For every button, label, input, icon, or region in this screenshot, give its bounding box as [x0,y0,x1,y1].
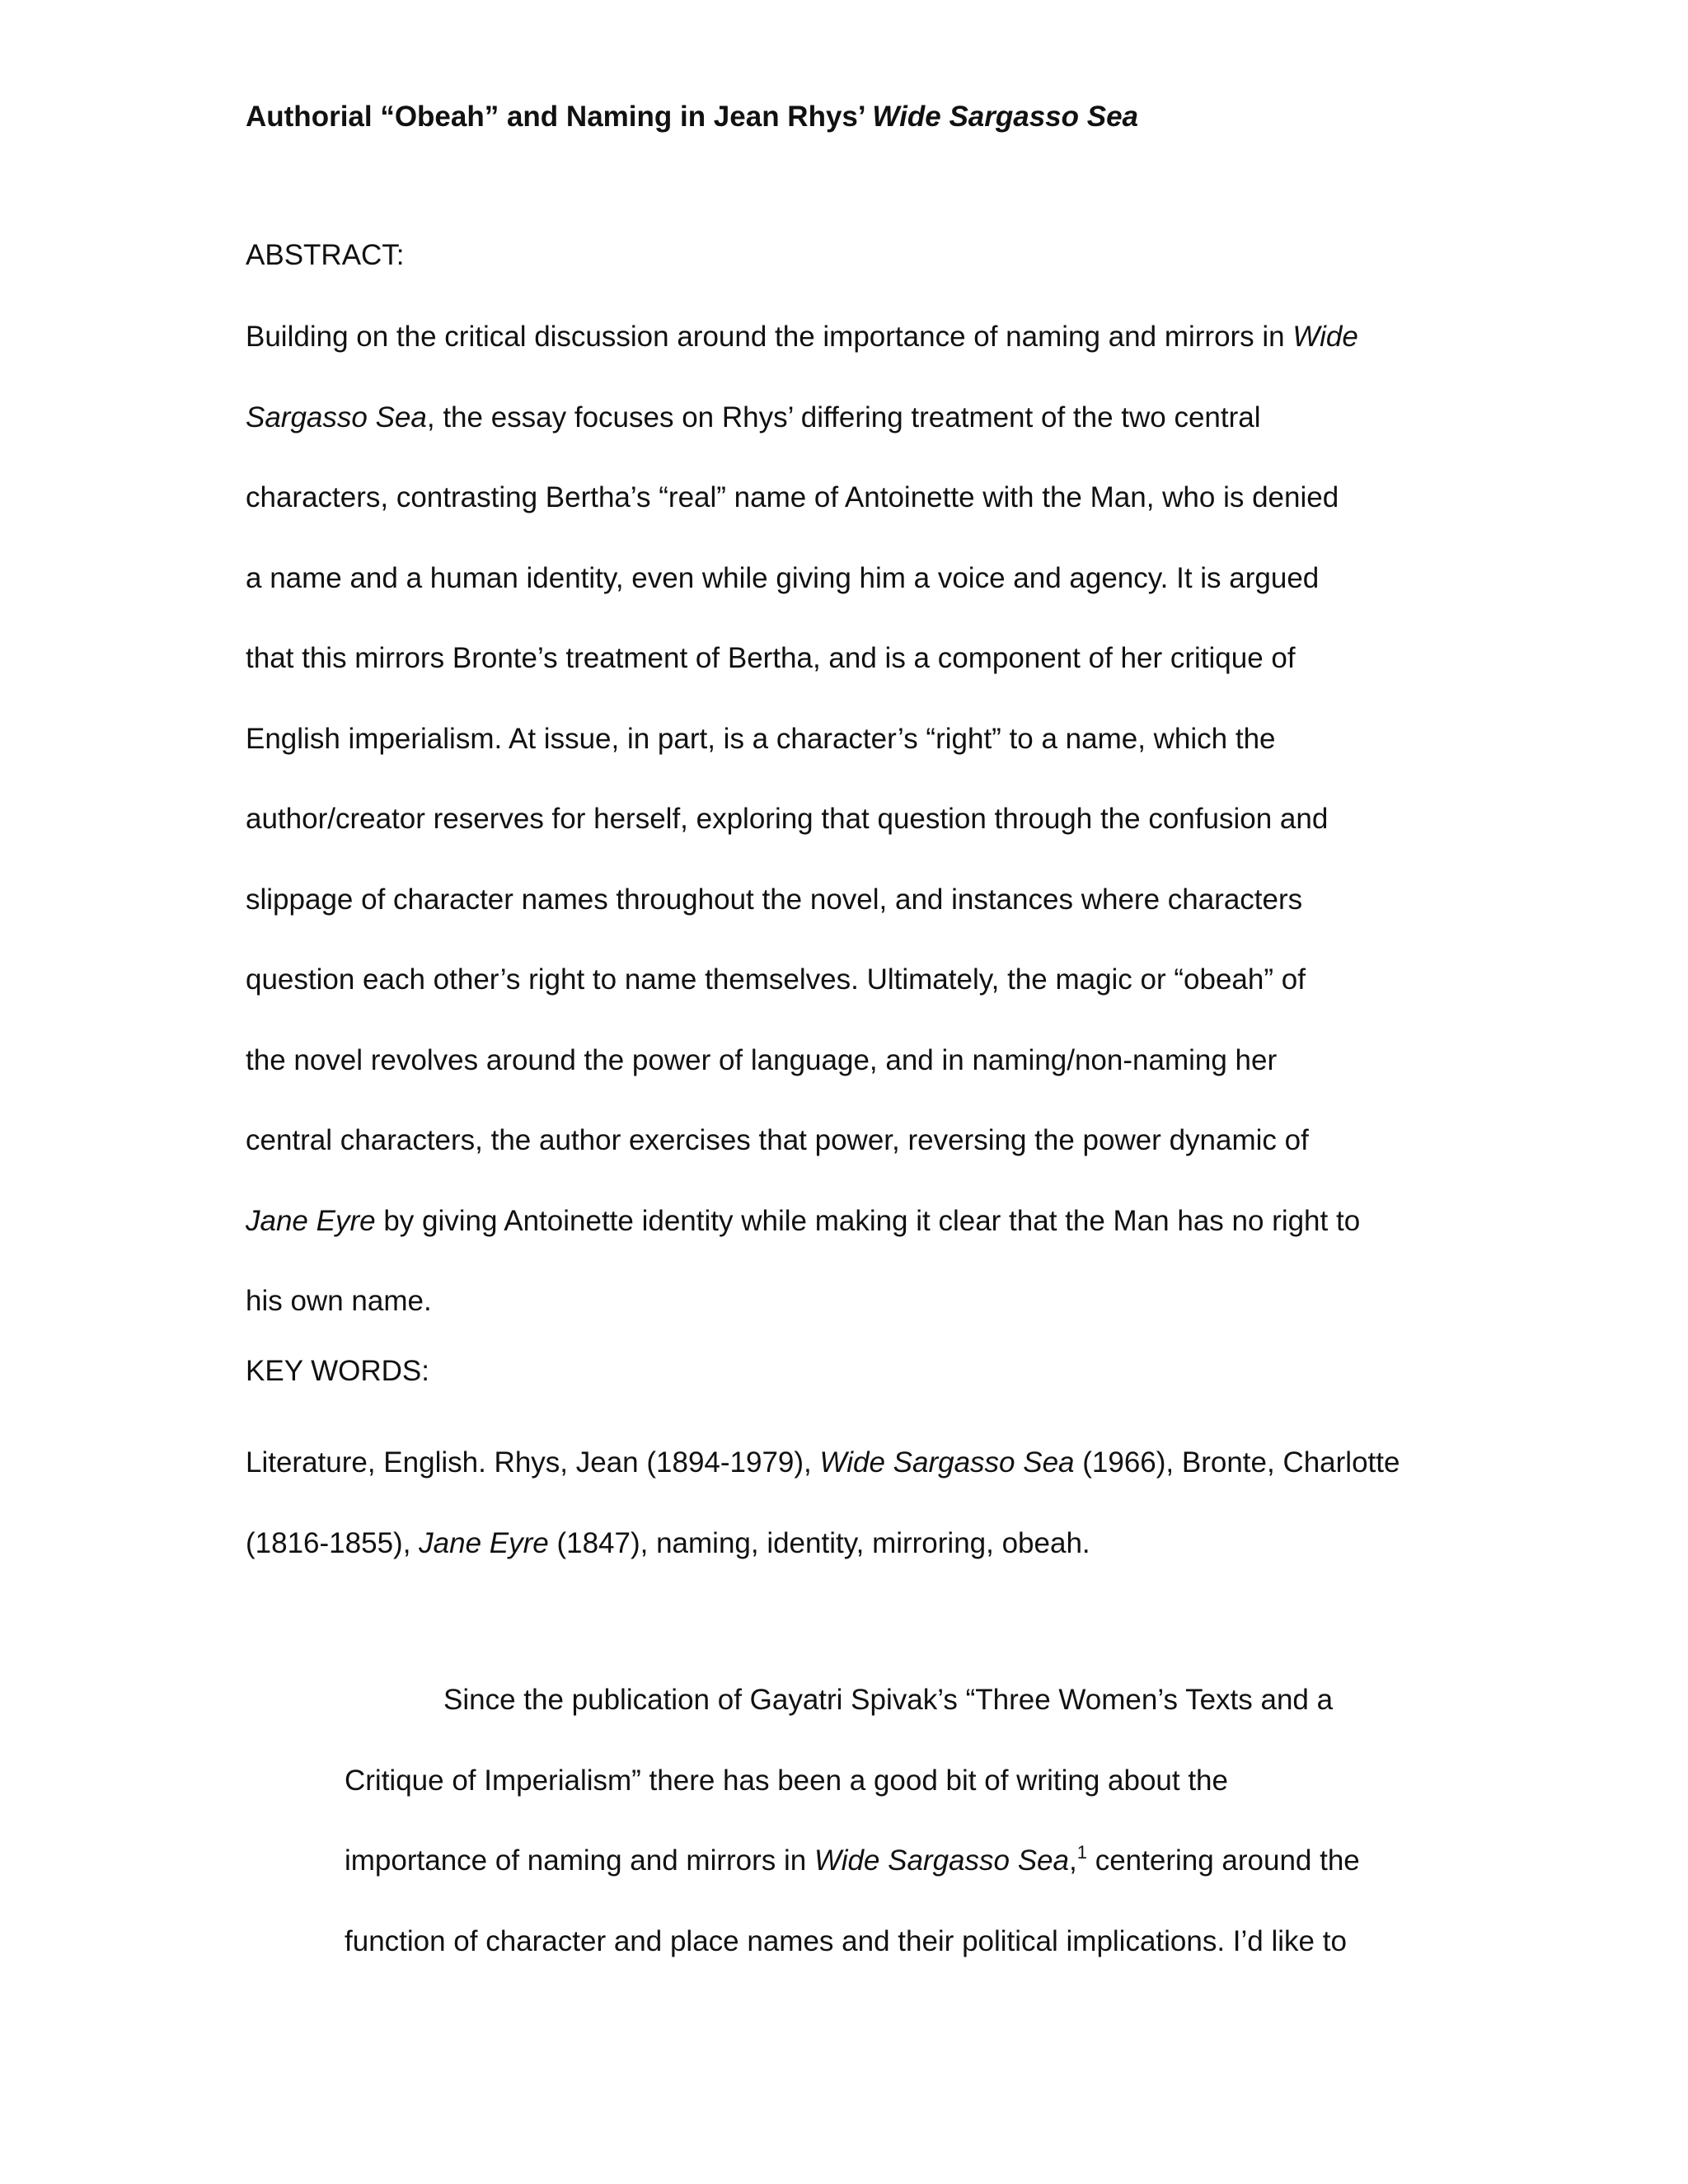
text-run: English imperialism. At issue, in part, is a character’s “right” to a name, which the [246,722,1276,755]
text-run: Since the publication of Gayatri Spivak’s “Three Women’s Texts and a [443,1684,1334,1716]
text-run: (1966), Bronte, Charlotte [1074,1446,1400,1479]
italic-title-run: Jane Eyre [419,1526,549,1559]
text-run: author/creator reserves for herself, exploring that question through the confusion and [246,803,1329,835]
abstract-body [246,297,1441,1342]
text-run: a name and a human identity, even while giving him a voice and agency. It is argued [246,561,1320,594]
text-line [246,860,1441,940]
text-line [246,457,1441,538]
body-paragraph [345,1660,1449,1981]
paper-title-main: Authorial “Obeah” and Naming in Jean Rhys’ [246,101,873,133]
text-run: by giving Antoinette identity while making it clear that the Man has no right to [375,1204,1361,1237]
text-line [246,1503,1441,1584]
text-line [246,1020,1441,1101]
text-run: his own name. [246,1285,432,1317]
footnote-marker: 1 [1076,1842,1087,1863]
text-run: (1847), naming, identity, mirroring, obeah. [548,1526,1090,1559]
keywords-body [246,1422,1441,1583]
text-run: the novel revolves around the power of language, and in naming/non-naming her [246,1043,1278,1076]
text-run: central characters, the author exercises that power, reversing the power dynamic of [246,1124,1309,1156]
text-line [246,940,1441,1020]
text-run: Building on the critical discussion around the importance of naming and mirrors in [246,321,1293,353]
text-line [246,297,1441,377]
text-line [246,377,1441,458]
italic-title-run: Jane Eyre [246,1204,376,1237]
text-run: characters, contrasting Bertha’s “real” name of Antoinette with the Man, who is denied [246,481,1339,513]
italic-title-run: Wide [1292,321,1358,353]
text-line [345,1821,1449,1901]
text-run: , the essay focuses on Rhys’ differing treatment of the two central [426,401,1261,434]
text-line [246,1422,1441,1503]
italic-title-run: Wide Sargasso Sea [819,1446,1075,1479]
text-line [246,779,1441,860]
italic-title-run: Wide Sargasso Sea [814,1844,1069,1877]
text-line [246,538,1441,619]
text-run: Critique of Imperialism” there has been a good bit of writing about the [345,1764,1228,1797]
text-run: question each other’s right to name themselves. Ultimately, the magic or “obeah” of [246,963,1306,996]
text-line [345,1660,1449,1741]
text-run: that this mirrors Bronte’s treatment of Bertha, and is a component of her critique of [246,642,1296,674]
text-line [246,1181,1441,1262]
text-line [246,618,1441,699]
text-line [246,1261,1441,1342]
keywords-heading: KEY WORDS: [246,1355,430,1387]
paper-title-italic: Wide Sargasso Sea [872,101,1139,133]
text-run: function of character and place names and their political implications. I’d like to [345,1924,1347,1957]
text-line [246,1100,1441,1181]
text-run: , [1069,1844,1077,1877]
text-run: centering around the [1086,1844,1360,1877]
text-line [246,699,1441,780]
text-line [345,1901,1449,1982]
paper-title [246,97,1138,137]
text-run: slippage of character names throughout the novel, and instances where characters [246,883,1303,916]
text-run: Literature, English. Rhys, Jean (1894-1979), [246,1446,820,1479]
abstract-heading: ABSTRACT: [246,239,405,271]
italic-title-run: Sargasso Sea [246,401,427,434]
text-run: (1816-1855), [246,1526,420,1559]
text-line [345,1741,1449,1821]
text-run: importance of naming and mirrors in [345,1844,814,1877]
